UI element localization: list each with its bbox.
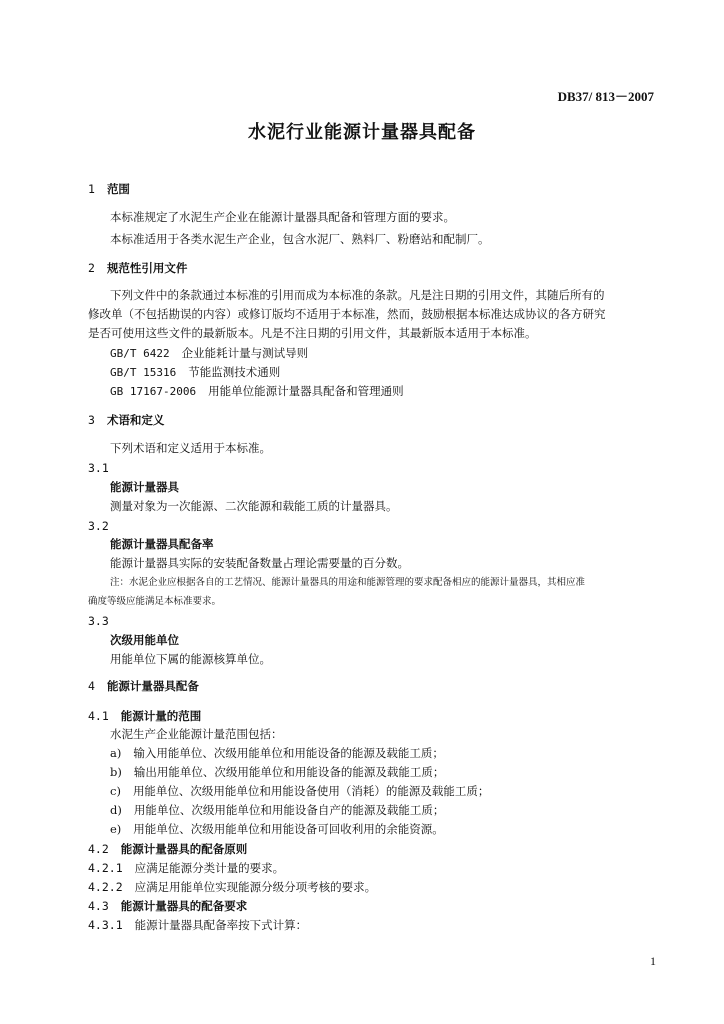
paragraph-line: 修改单（不包括勘误的内容）或修订版均不适用于本标准，然而，鼓励根据本标准达成协议的各方研究 bbox=[88, 307, 606, 321]
clause-text: 能源计量器具配备率按下式计算： bbox=[134, 918, 308, 932]
list-marker: b) bbox=[110, 765, 122, 779]
list-item bbox=[110, 745, 444, 761]
subsection-title: 能源计量器具的配备要求 bbox=[120, 899, 248, 913]
term-definition: 能源计量器具实际的安装配备数量占理论需要量的百分数。 bbox=[110, 556, 409, 570]
reference-item bbox=[110, 345, 308, 362]
clause-text: 应满足用能单位实现能源分级分项考核的要求。 bbox=[134, 880, 377, 894]
list-item bbox=[110, 764, 444, 780]
list-item bbox=[110, 783, 489, 799]
clause-number: 4.2.1 bbox=[88, 861, 123, 875]
term-name: 能源计量器具配备率 bbox=[110, 537, 214, 551]
subsection-4-1-heading bbox=[88, 708, 201, 724]
term-number: 3.3 bbox=[88, 614, 109, 628]
list-text: 用能单位、次级用能单位和用能设备使用（消耗）的能源及载能工质； bbox=[132, 784, 490, 798]
subsection-number: 4.2 bbox=[88, 842, 109, 856]
list-text: 用能单位、次级用能单位和用能设备可回收利用的余能资源。 bbox=[133, 822, 444, 836]
term-name: 能源计量器具 bbox=[110, 480, 179, 494]
clause bbox=[88, 860, 284, 876]
section-4-heading bbox=[88, 678, 199, 694]
list-marker: d) bbox=[110, 803, 122, 817]
page-number: 1 bbox=[650, 954, 656, 968]
clause bbox=[88, 879, 376, 895]
subsection-4-2-heading bbox=[88, 841, 247, 857]
list-marker: c) bbox=[110, 784, 121, 798]
subsection-number: 4.1 bbox=[88, 709, 109, 723]
list-text: 输出用能单位、次级用能单位和用能设备的能源及载能工质； bbox=[133, 765, 445, 779]
paragraph: 水泥生产企业能源计量范围包括： bbox=[110, 727, 283, 741]
reference-item bbox=[110, 383, 404, 400]
note-line: 确度等级应能满足本标准要求。 bbox=[88, 596, 222, 607]
reference-code: GB/T 6422 bbox=[110, 347, 170, 360]
paragraph-line: 是否可使用这些文件的最新版本。凡是不注日期的引用文件，其最新版本适用于本标准。 bbox=[88, 326, 537, 340]
term-number: 3.2 bbox=[88, 519, 109, 533]
note-line: 注：水泥企业应根据各自的工艺情况、能源计量器具的用途和能源管理的要求配备相应的能源计量器具，其相应准 bbox=[110, 577, 586, 588]
list-item bbox=[110, 821, 444, 837]
subsection-title: 能源计量器具的配备原则 bbox=[120, 842, 248, 856]
paragraph-line: 下列文件中的条款通过本标准的引用而成为本标准的条款。凡是注日期的引用文件，其随后所有的 bbox=[110, 288, 605, 302]
reference-name: 企业能耗计量与测试导则 bbox=[181, 346, 309, 360]
term-definition: 测量对象为一次能源、二次能源和载能工质的计量器具。 bbox=[110, 499, 398, 513]
section-2-heading bbox=[88, 260, 187, 276]
subsection-title: 能源计量的范围 bbox=[120, 709, 202, 723]
section-number: 1 bbox=[88, 182, 95, 196]
reference-item bbox=[110, 364, 280, 381]
paragraph: 下列术语和定义适用于本标准。 bbox=[110, 441, 271, 455]
section-title: 术语和定义 bbox=[106, 413, 165, 427]
clause-number: 4.2.2 bbox=[88, 880, 123, 894]
subsection-4-3-heading bbox=[88, 898, 247, 914]
reference-code: GB/T 15316 bbox=[110, 366, 177, 379]
term-number: 3.1 bbox=[88, 461, 109, 475]
list-text: 输入用能单位、次级用能单位和用能设备的能源及载能工质； bbox=[133, 746, 444, 760]
section-title: 范围 bbox=[106, 182, 130, 196]
term-name: 次级用能单位 bbox=[110, 633, 179, 647]
section-3-heading bbox=[88, 412, 164, 428]
subsection-number: 4.3 bbox=[88, 899, 109, 913]
section-number: 2 bbox=[88, 261, 95, 275]
list-marker: e) bbox=[110, 822, 122, 836]
standard-code: DB37/ 813－2007 bbox=[557, 89, 654, 104]
term-definition: 用能单位下属的能源核算单位。 bbox=[110, 652, 271, 666]
section-number: 4 bbox=[88, 679, 95, 693]
section-title: 规范性引用文件 bbox=[106, 261, 188, 275]
section-title: 能源计量器具配备 bbox=[106, 679, 199, 693]
section-1-heading bbox=[88, 181, 130, 197]
list-item bbox=[110, 802, 444, 818]
list-marker: a) bbox=[110, 746, 122, 760]
reference-name: 节能监测技术通则 bbox=[188, 365, 281, 379]
clause-text: 应满足能源分类计量的要求。 bbox=[134, 861, 285, 875]
section-number: 3 bbox=[88, 413, 95, 427]
paragraph: 本标准适用于各类水泥生产企业，包含水泥厂、熟料厂、粉磨站和配制厂。 bbox=[110, 232, 490, 246]
document-title: 水泥行业能源计量器具配备 bbox=[248, 122, 476, 143]
reference-name: 用能单位能源计量器具配备和管理通则 bbox=[208, 384, 404, 398]
list-text: 用能单位、次级用能单位和用能设备自产的能源及载能工质； bbox=[133, 803, 445, 817]
paragraph: 本标准规定了水泥生产企业在能源计量器具配备和管理方面的要求。 bbox=[110, 210, 455, 224]
clause-number: 4.3.1 bbox=[88, 918, 123, 932]
reference-code: GB 17167-2006 bbox=[110, 385, 197, 398]
clause bbox=[88, 917, 307, 933]
